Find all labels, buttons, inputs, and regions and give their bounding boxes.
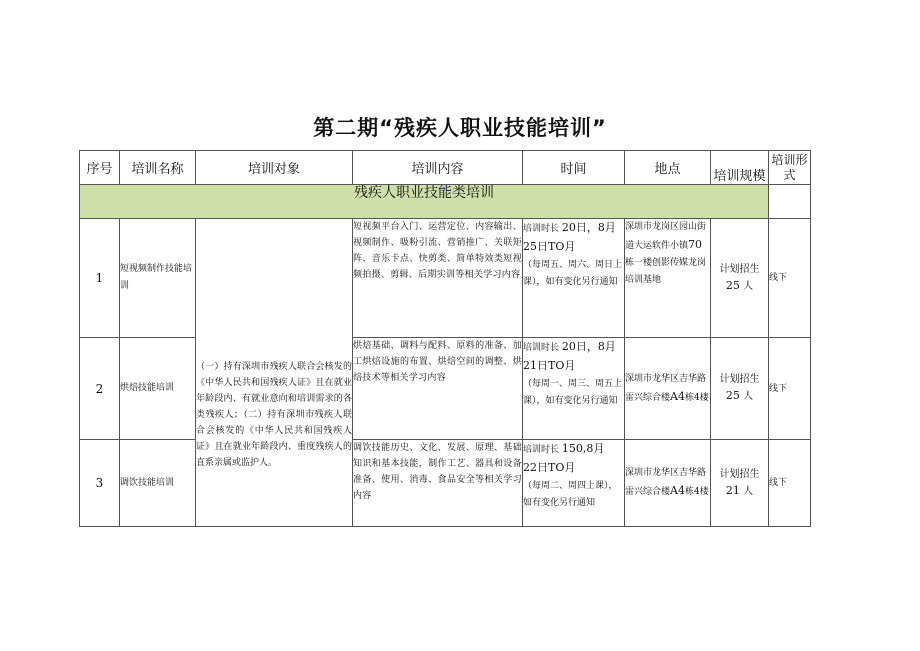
- row-content: 调饮技能历史、文化、发展、原理、基础知识和基本技能，制作工艺、器具和设备准备、使用、消毒、食品安全等相关学习内容: [353, 440, 523, 527]
- row-form: 线下: [769, 440, 811, 527]
- header-time: 时间: [523, 151, 625, 185]
- header-row: [80, 151, 811, 185]
- row-index: 2: [80, 338, 120, 440]
- row-scale: 计划招生 25 人: [711, 219, 769, 338]
- category-label: 残疾人职业技能类培训: [80, 185, 769, 219]
- header-index: 序号: [80, 151, 120, 185]
- row-scale: 计划招生 21 人: [711, 440, 769, 527]
- category-side-cell: [769, 185, 811, 219]
- header-target: 培训对象: [196, 151, 353, 185]
- row-time: 培训时长 20日，8月 21日TO月 （每周一、周三、周五上课），如有变化另行通知: [523, 338, 625, 440]
- row-time: 培训时长 150,8月 22日TO月 （每周二、周四上课），如有变化另行通知: [523, 440, 625, 527]
- header-content: 培训内容: [353, 151, 523, 185]
- row-scale: 计划招生 25 人: [711, 338, 769, 440]
- row-place: 深圳市龙岗区园山街道大运软件小镇70栋一楼创影传媒龙岗培训基地: [625, 219, 711, 338]
- header-place: 地点: [625, 151, 711, 185]
- row-index: 3: [80, 440, 120, 527]
- row-name: 短视频制作技能培训: [120, 219, 196, 338]
- category-row: [80, 185, 811, 219]
- row-index: 1: [80, 219, 120, 338]
- row-form: 线下: [769, 338, 811, 440]
- row-name: 调饮技能培训: [120, 440, 196, 527]
- table-row: [80, 440, 811, 527]
- header-name: 培训名称: [120, 151, 196, 185]
- row-form: 线下: [769, 219, 811, 338]
- header-form: 培训形式: [769, 151, 811, 185]
- training-table: [79, 150, 811, 527]
- row-target: [196, 219, 353, 527]
- target-text: （一）持有深圳市残疾人联合会核发的《中华人民共和国残疾人证》且在就业年龄段内、有就业意向和培训需求的各类残疾人；（二）持有深圳市残疾人联合会核发的《中华人民共和国残疾人证》且在就业年龄段内、重度残疾人的直系亲属或监护人。: [196, 361, 352, 468]
- header-scale: 培训规模: [711, 151, 769, 185]
- row-name: 烘焙技能培训: [120, 338, 196, 440]
- table-row: [80, 219, 811, 338]
- row-place: 深圳市龙华区吉华路雷兴综合楼A4栋4楼: [625, 440, 711, 527]
- row-time: 培训时长 20日，8月 25日TO月 （每周五、周六、周日上课），如有变化另行通知: [523, 219, 625, 338]
- page-title: 第二期“残疾人职业技能培训”: [313, 116, 607, 140]
- row-content: 烘焙基础、调料与配料、原料的准备、加工烘焙设施的布置、烘焙空间的调整、烘焙技术等相关学习内容: [353, 338, 523, 440]
- row-place: 深圳市龙华区吉华路雷兴综合楼A4栋4楼: [625, 338, 711, 440]
- row-content: 短视频平台入门、运营定位、内容输出、视频制作、吸粉引流、营销推广、关联矩阵、音乐卡点、快剪类、简单特效类短视频拍摄、剪辑、后期实训等相关学习内容: [353, 219, 523, 338]
- table-row: [80, 338, 811, 440]
